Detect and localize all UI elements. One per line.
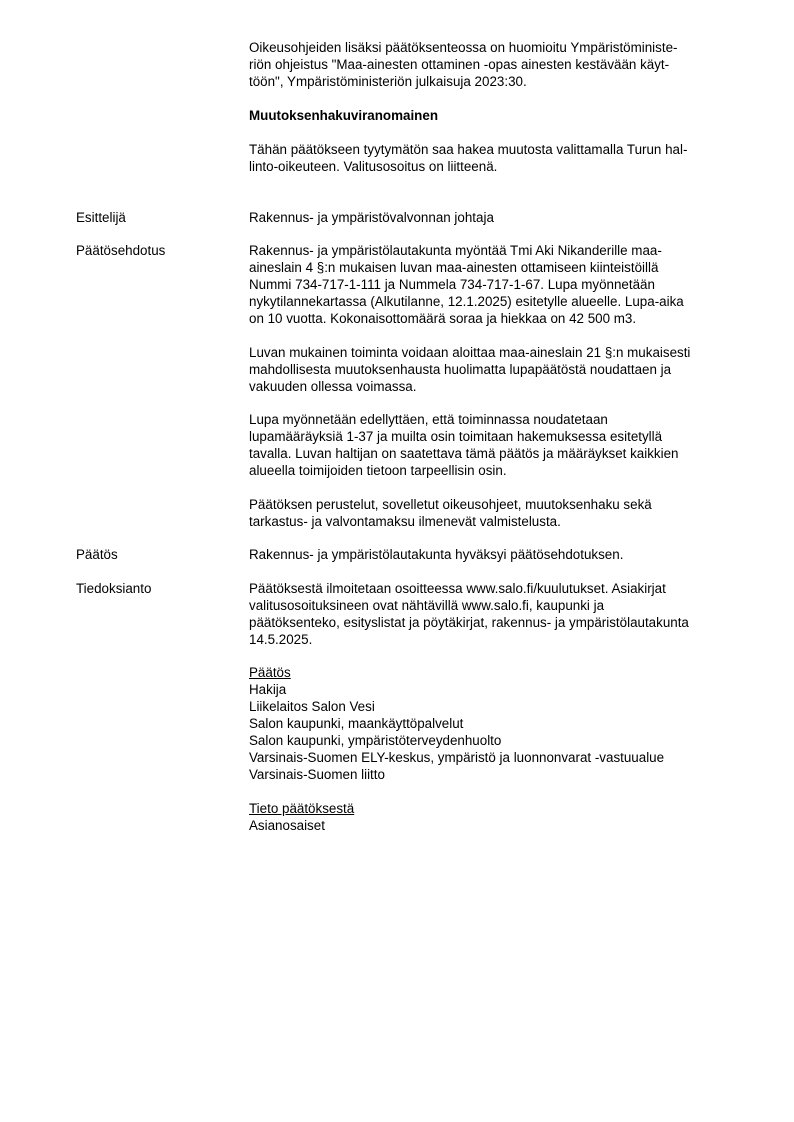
recipient-item: Liikelaitos Salon Vesi: [249, 699, 375, 714]
presenter-label: Esittelijä: [76, 210, 126, 225]
recipient-item: Salon kaupunki, ympäristöterveydenhuolto: [249, 733, 502, 748]
proposal-line: Rakennus- ja ympäristölautakunta myöntää Tmi Aki Nikanderille maa-: [249, 243, 662, 258]
recipient-item: Salon kaupunki, maankäyttöpalvelut: [249, 716, 464, 731]
appeal-line: linto-oikeuteen. Valitusosoitus on liitteenä.: [249, 159, 498, 174]
proposal-line: alueella toimijoiden tietoon tarpeellisin osin.: [249, 463, 507, 478]
proposal-label: Päätösehdotus: [76, 243, 166, 258]
notice-label: Tiedoksianto: [76, 581, 152, 596]
notice-line: Päätöksestä ilmoitetaan osoitteessa www.salo.fi/kuulutukset. Asiakirjat: [249, 581, 666, 596]
appeal-heading: Muutoksenhakuviranomainen: [249, 108, 438, 123]
proposal-line: aineslain 4 §:n mukaisen luvan maa-ainesten ottamiseen kiinteistöillä: [249, 260, 659, 275]
proposal-line: Nummi 734-717-1-111 ja Nummela 734-717-1-67. Lupa myönnetään: [249, 277, 655, 292]
intro-line: töön", Ympäristöministeriön julkaisuja 2023:30.: [249, 74, 527, 89]
recipient-item: Varsinais-Suomen ELY-keskus, ympäristö ja luonnonvarat -vastuualue: [249, 750, 665, 765]
proposal-line: Päätöksen perustelut, sovelletut oikeusohjeet, muutoksenhaku sekä: [249, 497, 652, 512]
proposal-line: tavalla. Luvan haltijan on saatettava tämä päätös ja määräykset kaikkien: [249, 446, 679, 461]
recipient-item: Varsinais-Suomen liitto: [249, 767, 385, 782]
proposal-line: tarkastus- ja valvontamaksu ilmenevät valmistelusta.: [249, 514, 561, 529]
notice-line: 14.5.2025.: [249, 632, 313, 647]
appeal-line: Tähän päätökseen tyytymätön saa hakea muutosta valittamalla Turun hal-: [249, 142, 688, 157]
proposal-line: Lupa myönnetään edellyttäen, että toiminnassa noudatetaan: [249, 412, 608, 427]
proposal-line: lupamääräyksiä 1-37 ja muilta osin toimitaan hakemuksessa esitetyllä: [249, 429, 663, 444]
proposal-line: mahdollisesta muutoksenhausta huolimatta lupapäätöstä noudattaen ja: [249, 362, 672, 377]
intro-line: riön ohjeistus "Maa-ainesten ottaminen -opas ainesten kestävään käyt-: [249, 57, 670, 72]
presenter-value: Rakennus- ja ympäristövalvonnan johtaja: [249, 210, 494, 225]
proposal-line: nykytilannekartassa (Alkutilanne, 12.1.2025) esitetylle alueelle. Lupa-aika: [249, 294, 684, 309]
decision-recipients-heading: Päätös: [249, 665, 291, 680]
proposal-line: on 10 vuotta. Kokonaisottomäärä soraa ja hiekkaa on 42 500 m3.: [249, 311, 637, 326]
notice-line: päätöksenteko, esityslistat ja pöytäkirjat, rakennus- ja ympäristölautakunta: [249, 615, 689, 630]
recipient-item: Asianosaiset: [249, 818, 325, 833]
notice-line: valitusosoituksineen ovat nähtävillä www.salo.fi, kaupunki ja: [249, 598, 605, 613]
decision-value: Rakennus- ja ympäristölautakunta hyväksyi päätösehdotuksen.: [249, 547, 624, 562]
intro-line: Oikeusohjeiden lisäksi päätöksenteossa on huomioitu Ympäristöministe-: [249, 40, 678, 55]
info-recipients-heading: Tieto päätöksestä: [249, 801, 355, 816]
decision-label: Päätös: [76, 547, 118, 562]
recipient-item: Hakija: [249, 682, 287, 697]
proposal-line: vakuuden ollessa voimassa.: [249, 379, 417, 394]
proposal-line: Luvan mukainen toiminta voidaan aloittaa maa-aineslain 21 §:n mukaisesti: [249, 345, 691, 360]
